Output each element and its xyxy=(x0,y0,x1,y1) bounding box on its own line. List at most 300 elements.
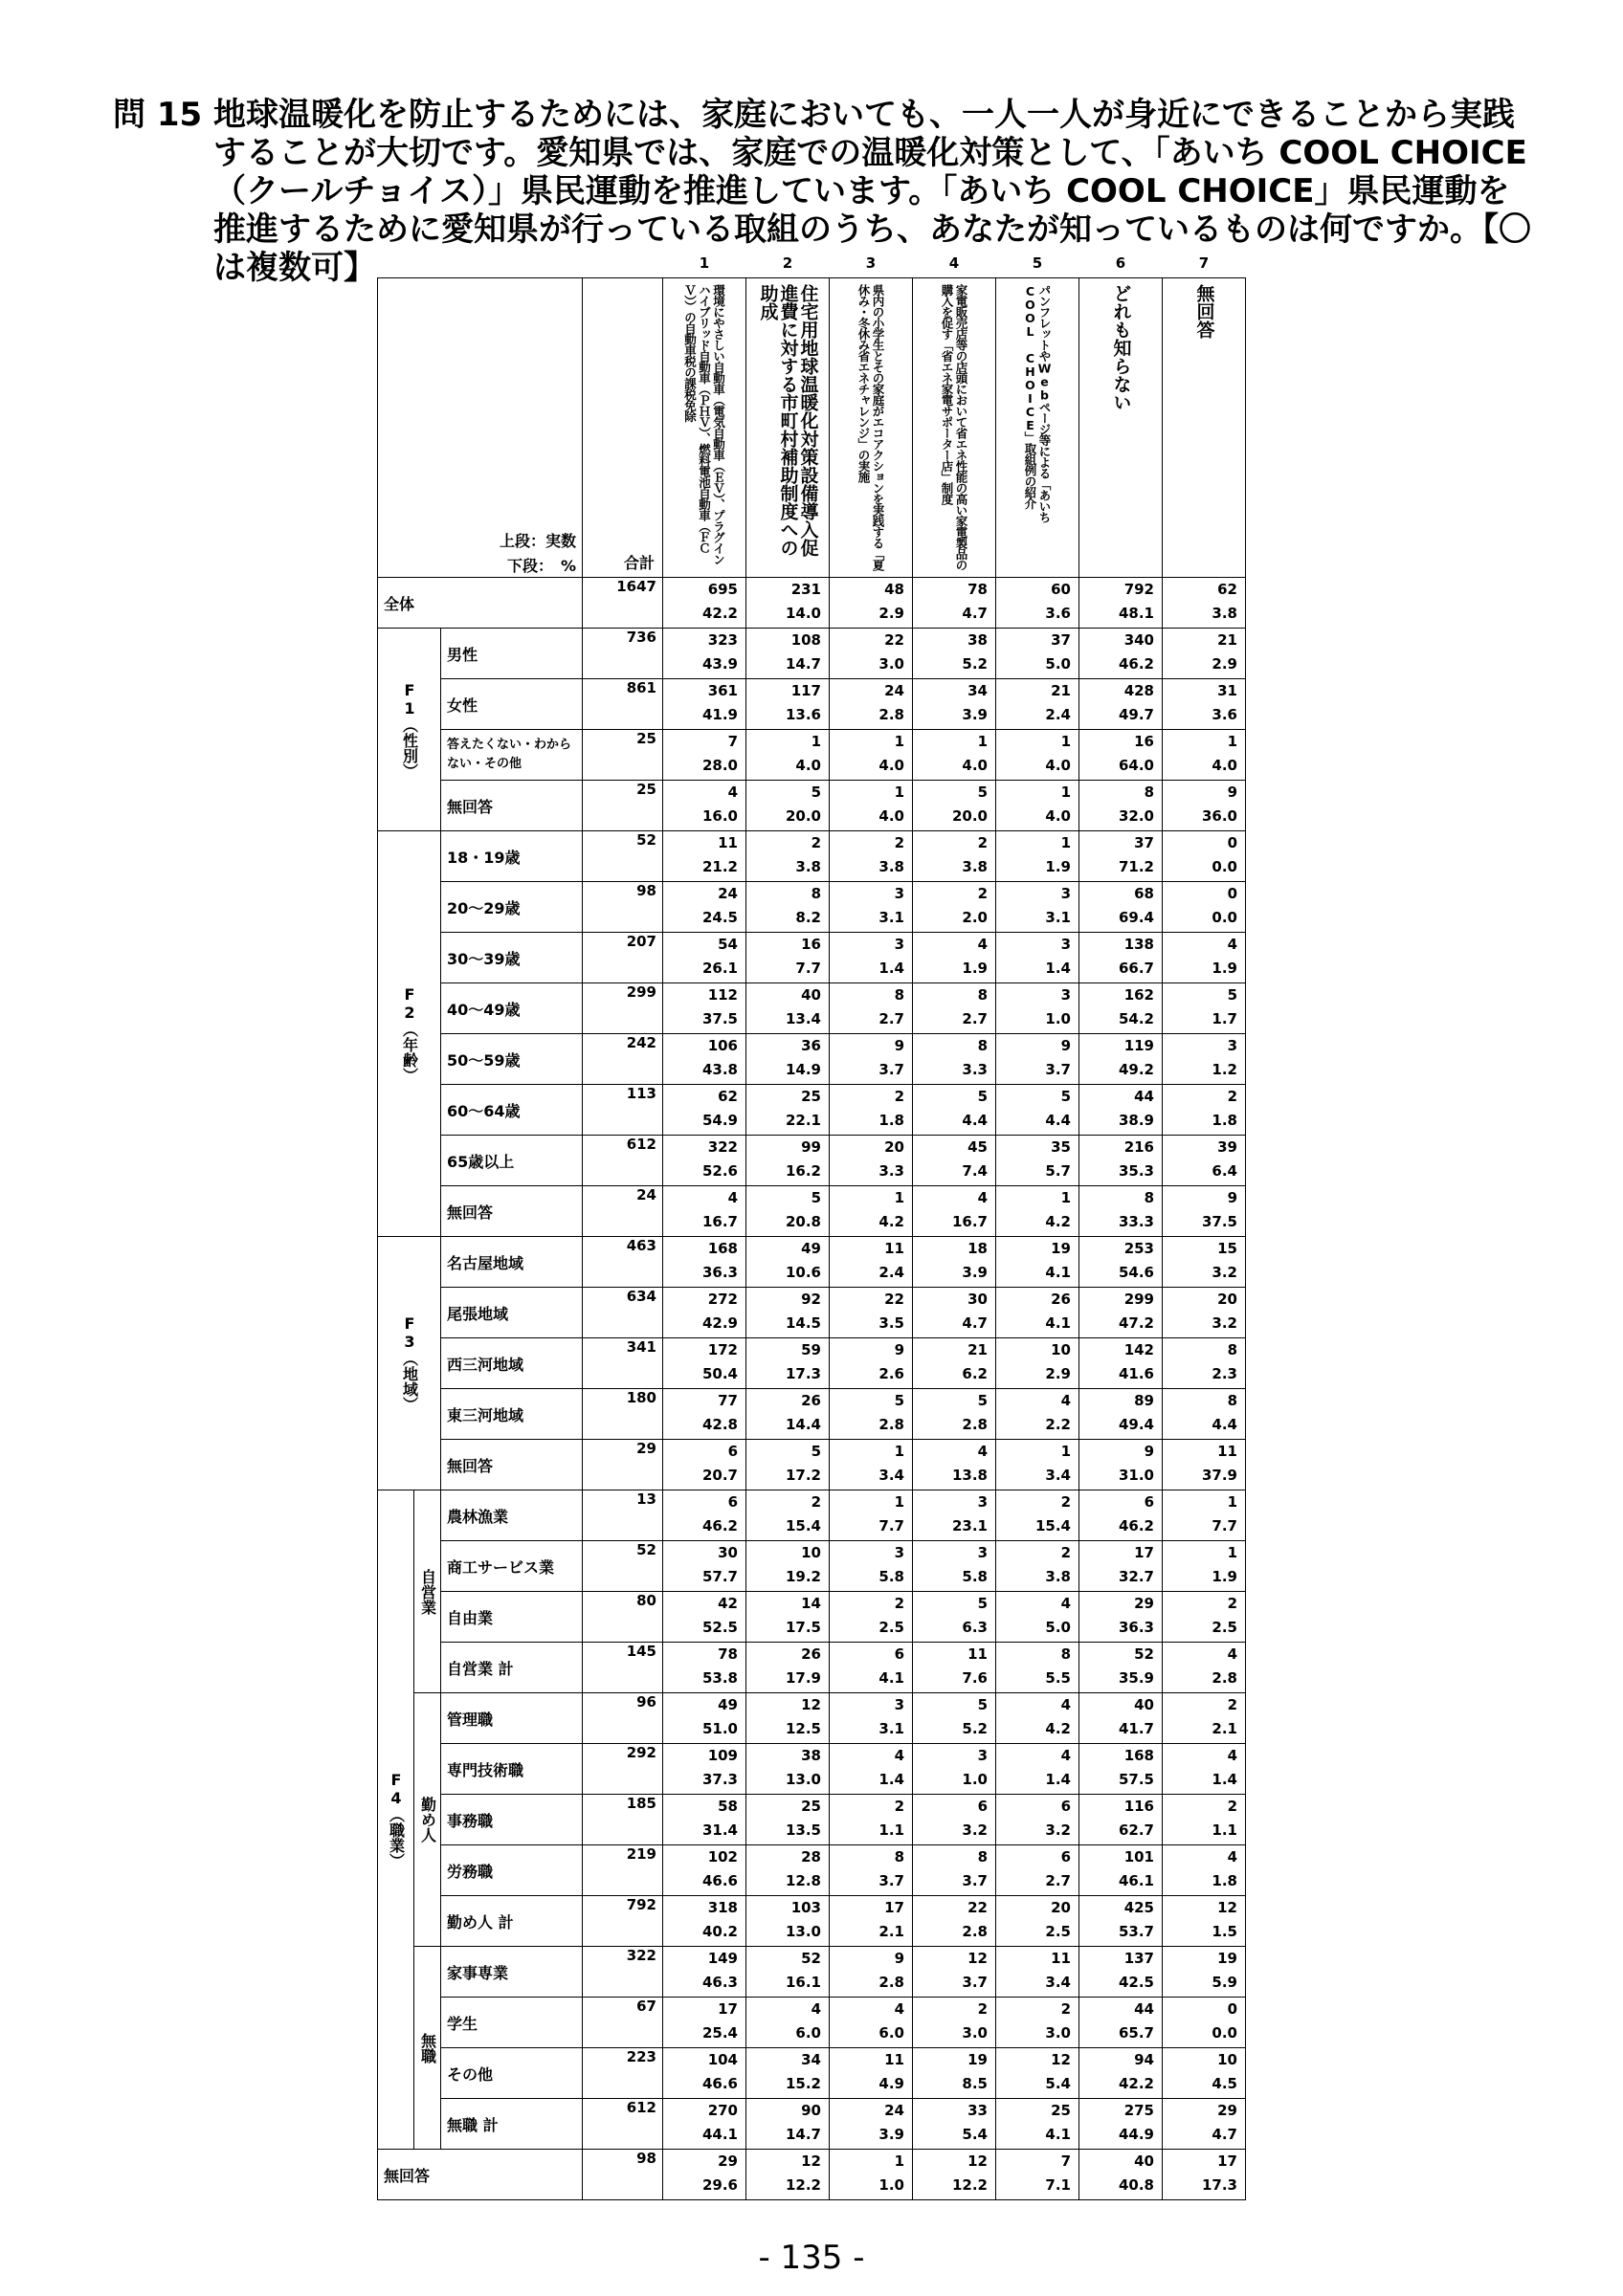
percent-value: 4.7 xyxy=(1212,2126,1237,2143)
percent-value: 44.9 xyxy=(1118,2126,1154,2143)
count-value: 5 xyxy=(977,784,988,801)
percent-value: 16.2 xyxy=(785,1162,821,1180)
count-value: 22 xyxy=(884,1291,904,1308)
value-cell xyxy=(663,1338,746,1389)
value-cell xyxy=(830,578,913,629)
count-value: 2 xyxy=(977,834,988,851)
row-label: 管理職 xyxy=(441,1693,583,1744)
percent-value: 0.0 xyxy=(1212,2024,1237,2042)
percent-value: 1.0 xyxy=(1045,1010,1071,1027)
count-value: 24 xyxy=(718,885,738,902)
corner-cell xyxy=(378,278,583,578)
value-cell xyxy=(663,1693,746,1744)
percent-value: 1.4 xyxy=(878,1771,904,1788)
count-value: 3 xyxy=(894,1544,904,1561)
table-row xyxy=(378,1947,1246,1998)
value-cell xyxy=(746,2048,830,2099)
value-cell xyxy=(1163,1490,1246,1541)
percent-value: 28.0 xyxy=(701,757,738,774)
count-value: 1 xyxy=(894,2152,904,2170)
percent-value: 6.0 xyxy=(878,2024,904,2042)
count-value: 103 xyxy=(790,1899,821,1916)
percent-value: 49.4 xyxy=(1118,1416,1154,1433)
count-value: 149 xyxy=(707,1950,738,1967)
percent-value: 13.6 xyxy=(785,706,821,723)
count-value: 31 xyxy=(1217,682,1237,699)
column-number-2: 2 xyxy=(782,254,793,272)
count-value: 0 xyxy=(1227,834,1237,851)
percent-value: 3.1 xyxy=(878,909,904,926)
count-value: 78 xyxy=(967,581,988,598)
subgroup-label xyxy=(414,1947,441,2150)
count-value: 1 xyxy=(894,1443,904,1460)
count-value: 6 xyxy=(977,1798,988,1815)
percent-value: 3.8 xyxy=(962,858,988,875)
row-label: 65歳以上 xyxy=(441,1136,583,1186)
count-value: 231 xyxy=(790,581,821,598)
value-cell xyxy=(996,1744,1079,1795)
count-value: 3 xyxy=(894,1696,904,1713)
count-value: 6 xyxy=(1144,1493,1154,1511)
count-value: 9 xyxy=(894,1037,904,1054)
count-value: 40 xyxy=(1134,1696,1154,1713)
value-cell xyxy=(913,1998,996,2048)
value-cell xyxy=(746,1643,830,1693)
percent-value: 3.8 xyxy=(795,858,821,875)
table-row xyxy=(378,1034,1246,1085)
percent-value: 41.6 xyxy=(1118,1365,1154,1382)
percent-value: 40.8 xyxy=(1118,2176,1154,2194)
percent-value: 1.4 xyxy=(878,960,904,977)
value-cell xyxy=(663,1389,746,1440)
value-cell xyxy=(996,2099,1079,2150)
percent-value: 16.0 xyxy=(701,807,738,825)
count-value: 137 xyxy=(1123,1950,1154,1967)
percent-value: 7.7 xyxy=(1212,1517,1237,1534)
value-cell xyxy=(1163,1136,1246,1186)
row-label: 50～59歳 xyxy=(441,1034,583,1085)
percent-value: 3.6 xyxy=(1045,605,1071,622)
percent-value: 53.8 xyxy=(701,1669,738,1687)
value-cell xyxy=(1079,679,1163,730)
percent-value: 43.8 xyxy=(701,1061,738,1078)
value-cell xyxy=(830,1338,913,1389)
percent-value: 32.7 xyxy=(1118,1568,1154,1585)
count-value: 68 xyxy=(1134,885,1154,902)
row-total: 24 xyxy=(583,1186,663,1237)
percent-value: 3.6 xyxy=(1212,706,1237,723)
value-cell xyxy=(913,1744,996,1795)
value-cell xyxy=(663,1237,746,1288)
count-value: 5 xyxy=(1227,986,1237,1004)
count-value: 4 xyxy=(727,784,738,801)
count-value: 24 xyxy=(884,682,904,699)
percent-value: 36.3 xyxy=(701,1264,738,1281)
percent-value: 14.0 xyxy=(785,605,821,622)
value-cell xyxy=(913,1136,996,1186)
percent-value: 3.1 xyxy=(1045,909,1071,926)
percent-value: 17.3 xyxy=(785,1365,821,1382)
value-cell xyxy=(1163,1440,1246,1490)
count-value: 792 xyxy=(1123,581,1154,598)
subgroup-label xyxy=(414,1693,441,1947)
percent-value: 2.4 xyxy=(1045,706,1071,723)
count-value: 117 xyxy=(790,682,821,699)
value-cell xyxy=(830,1744,913,1795)
percent-value: 2.5 xyxy=(1045,1923,1071,1940)
percent-value: 4.0 xyxy=(878,807,904,825)
row-label: 60～64歳 xyxy=(441,1085,583,1136)
count-value: 26 xyxy=(801,1392,821,1409)
table-row xyxy=(378,781,1246,831)
percent-value: 48.1 xyxy=(1118,605,1154,622)
value-cell xyxy=(1079,1693,1163,1744)
percent-value: 14.5 xyxy=(785,1314,821,1332)
row-total: 242 xyxy=(583,1034,663,1085)
percent-value: 41.7 xyxy=(1118,1720,1154,1737)
value-cell xyxy=(1079,1744,1163,1795)
percent-value: 1.9 xyxy=(1212,960,1237,977)
value-cell xyxy=(830,2099,913,2150)
value-cell xyxy=(830,1440,913,1490)
percent-value: 49.2 xyxy=(1118,1061,1154,1078)
count-value: 22 xyxy=(884,631,904,649)
percent-value: 31.4 xyxy=(701,1821,738,1839)
count-value: 428 xyxy=(1123,682,1154,699)
percent-value: 2.9 xyxy=(1212,655,1237,673)
percent-value: 10.6 xyxy=(785,1264,821,1281)
percent-value: 3.7 xyxy=(878,1061,904,1078)
value-cell xyxy=(830,1896,913,1947)
count-value: 253 xyxy=(1123,1240,1154,1257)
value-cell xyxy=(1163,1541,1246,1592)
value-cell xyxy=(913,1034,996,1085)
count-value: 45 xyxy=(967,1138,988,1156)
count-value: 9 xyxy=(1227,1189,1237,1206)
count-value: 11 xyxy=(884,2051,904,2068)
count-value: 8 xyxy=(1144,1189,1154,1206)
percent-value: 36.0 xyxy=(1201,807,1237,825)
percent-value: 37.5 xyxy=(701,1010,738,1027)
value-cell xyxy=(746,1744,830,1795)
count-value: 12 xyxy=(967,2152,988,2170)
count-value: 119 xyxy=(1123,1037,1154,1054)
row-total: 299 xyxy=(583,983,663,1034)
table-row xyxy=(378,1288,1246,1338)
value-cell xyxy=(913,1288,996,1338)
percent-value: 2.4 xyxy=(878,1264,904,1281)
column-header-text: 住宅用地球温暖化対策設備導入促進費に対する市町村補助制度への助成 xyxy=(757,284,819,557)
count-value: 22 xyxy=(967,1899,988,1916)
percent-value: 2.6 xyxy=(878,1365,904,1382)
value-cell xyxy=(830,933,913,983)
value-cell xyxy=(913,1490,996,1541)
percent-value: 3.8 xyxy=(1212,605,1237,622)
count-value: 29 xyxy=(718,2152,738,2170)
count-value: 3 xyxy=(1227,1037,1237,1054)
percent-value: 17.3 xyxy=(1201,2176,1237,2194)
count-value: 695 xyxy=(707,581,738,598)
count-value: 1 xyxy=(1060,733,1071,750)
count-value: 318 xyxy=(707,1899,738,1916)
count-value: 37 xyxy=(1134,834,1154,851)
value-cell xyxy=(913,730,996,781)
value-cell xyxy=(663,933,746,983)
value-cell xyxy=(913,629,996,679)
value-cell xyxy=(830,2150,913,2200)
count-value: 275 xyxy=(1123,2102,1154,2119)
value-cell xyxy=(1163,933,1246,983)
percent-value: 14.4 xyxy=(785,1416,821,1433)
column-number-4: 4 xyxy=(948,254,960,272)
percent-value: 46.2 xyxy=(1118,655,1154,673)
percent-value: 4.9 xyxy=(878,2075,904,2092)
value-cell xyxy=(1079,933,1163,983)
value-cell xyxy=(830,1643,913,1693)
percent-value: 13.0 xyxy=(785,1771,821,1788)
count-value: 94 xyxy=(1134,2051,1154,2068)
percent-value: 43.9 xyxy=(701,655,738,673)
percent-value: 3.9 xyxy=(962,706,988,723)
count-value: 138 xyxy=(1123,936,1154,953)
row-label: 全体 xyxy=(378,578,583,629)
value-cell xyxy=(996,1237,1079,1288)
table-row xyxy=(378,2048,1246,2099)
count-value: 104 xyxy=(707,2051,738,2068)
count-value: 39 xyxy=(1217,1138,1237,1156)
count-value: 3 xyxy=(1060,936,1071,953)
percent-value: 8.2 xyxy=(795,909,821,926)
count-value: 2 xyxy=(1060,1544,1071,1561)
count-value: 34 xyxy=(967,682,988,699)
value-cell xyxy=(1079,1186,1163,1237)
column-number-6: 6 xyxy=(1115,254,1126,272)
row-label: 20～29歳 xyxy=(441,882,583,933)
value-cell xyxy=(746,578,830,629)
value-cell xyxy=(996,983,1079,1034)
percent-value: 2.3 xyxy=(1212,1365,1237,1382)
value-cell xyxy=(996,679,1079,730)
value-cell xyxy=(830,730,913,781)
percent-value: 1.9 xyxy=(1045,858,1071,875)
column-header-text: パンフレットやWebページ等による「あいちCOOL CHOICE」取組例の紹介 xyxy=(1023,284,1052,522)
value-cell xyxy=(996,1136,1079,1186)
value-cell xyxy=(1163,781,1246,831)
value-cell xyxy=(746,1288,830,1338)
table-row xyxy=(378,1896,1246,1947)
question-label: 問 15 xyxy=(113,96,203,134)
value-cell xyxy=(996,1795,1079,1845)
count-value: 12 xyxy=(967,1950,988,1967)
percent-value: 3.0 xyxy=(962,2024,988,2042)
table-row xyxy=(378,1795,1246,1845)
value-cell xyxy=(913,578,996,629)
value-cell xyxy=(663,2099,746,2150)
percent-value: 4.0 xyxy=(1045,807,1071,825)
row-total: 634 xyxy=(583,1288,663,1338)
value-cell xyxy=(1163,629,1246,679)
percent-value: 24.5 xyxy=(701,909,738,926)
value-cell xyxy=(746,2099,830,2150)
value-cell xyxy=(1079,781,1163,831)
value-cell xyxy=(830,1592,913,1643)
count-value: 40 xyxy=(801,986,821,1004)
count-value: 4 xyxy=(1060,1392,1071,1409)
count-value: 323 xyxy=(707,631,738,649)
total-header xyxy=(583,278,663,578)
percent-value: 23.1 xyxy=(951,1517,988,1534)
column-number-3: 3 xyxy=(865,254,877,272)
count-value: 34 xyxy=(801,2051,821,2068)
value-cell xyxy=(746,1541,830,1592)
value-cell xyxy=(830,1693,913,1744)
percent-value: 66.7 xyxy=(1118,960,1154,977)
row-total: 1647 xyxy=(583,578,663,629)
table-row xyxy=(378,730,1246,781)
value-cell xyxy=(1163,1947,1246,1998)
count-value: 12 xyxy=(1217,1899,1237,1916)
value-cell xyxy=(1079,1541,1163,1592)
value-cell xyxy=(663,1085,746,1136)
value-cell xyxy=(663,882,746,933)
percent-value: 12.5 xyxy=(785,1720,821,1737)
value-cell xyxy=(663,1896,746,1947)
percent-value: 5.2 xyxy=(962,655,988,673)
count-value: 17 xyxy=(884,1899,904,1916)
value-cell xyxy=(1079,1288,1163,1338)
percent-value: 46.6 xyxy=(701,2075,738,2092)
value-cell xyxy=(746,679,830,730)
count-value: 2 xyxy=(894,1088,904,1105)
percent-value: 1.2 xyxy=(1212,1061,1237,1078)
percent-value: 4.1 xyxy=(1045,1314,1071,1332)
count-value: 5 xyxy=(811,1189,821,1206)
count-value: 8 xyxy=(1060,1645,1071,1663)
count-value: 8 xyxy=(894,1848,904,1866)
value-cell xyxy=(913,1643,996,1693)
percent-value: 52.5 xyxy=(701,1619,738,1636)
value-cell xyxy=(996,1998,1079,2048)
count-value: 52 xyxy=(1134,1645,1154,1663)
count-value: 4 xyxy=(1060,1747,1071,1764)
percent-value: 6.2 xyxy=(962,1365,988,1382)
count-value: 1 xyxy=(1060,1189,1071,1206)
count-value: 44 xyxy=(1134,2000,1154,2018)
percent-value: 3.7 xyxy=(962,1872,988,1889)
value-cell xyxy=(746,1186,830,1237)
count-value: 8 xyxy=(811,885,821,902)
value-cell xyxy=(1079,578,1163,629)
column-header-7 xyxy=(1163,278,1246,578)
row-total: 612 xyxy=(583,2099,663,2150)
group-label xyxy=(378,629,441,831)
percent-value: 4.2 xyxy=(1045,1720,1071,1737)
value-cell xyxy=(746,1795,830,1845)
percent-value: 12.2 xyxy=(785,2176,821,2194)
value-cell xyxy=(663,1440,746,1490)
percent-value: 2.0 xyxy=(962,909,988,926)
value-cell xyxy=(913,1693,996,1744)
value-cell xyxy=(1163,2048,1246,2099)
count-value: 2 xyxy=(811,834,821,851)
count-value: 4 xyxy=(1060,1696,1071,1713)
table-row xyxy=(378,983,1246,1034)
count-value: 4 xyxy=(1227,936,1237,953)
count-value: 21 xyxy=(967,1341,988,1358)
value-cell xyxy=(1163,1338,1246,1389)
percent-value: 4.2 xyxy=(1045,1213,1071,1230)
value-cell xyxy=(663,1288,746,1338)
count-value: 89 xyxy=(1134,1392,1154,1409)
row-label: 名古屋地域 xyxy=(441,1237,583,1288)
column-header-text: 無回答 xyxy=(1193,284,1215,339)
crosstab-table xyxy=(377,277,1246,2200)
value-cell xyxy=(830,1288,913,1338)
value-cell xyxy=(663,1592,746,1643)
percent-value: 5.9 xyxy=(1212,1974,1237,1991)
value-cell xyxy=(996,882,1079,933)
percent-value: 16.7 xyxy=(951,1213,988,1230)
count-value: 58 xyxy=(718,1798,738,1815)
percent-value: 4.7 xyxy=(962,605,988,622)
percent-value: 32.0 xyxy=(1118,807,1154,825)
count-value: 17 xyxy=(1134,1544,1154,1561)
column-header-4 xyxy=(913,278,996,578)
percent-value: 4.7 xyxy=(962,1314,988,1332)
count-value: 36 xyxy=(801,1037,821,1054)
value-cell xyxy=(1163,679,1246,730)
value-cell xyxy=(830,983,913,1034)
value-cell xyxy=(1079,1998,1163,2048)
count-value: 42 xyxy=(718,1595,738,1612)
count-value: 108 xyxy=(790,631,821,649)
count-value: 3 xyxy=(894,885,904,902)
count-value: 106 xyxy=(707,1037,738,1054)
percent-value: 25.4 xyxy=(701,2024,738,2042)
percent-value: 2.2 xyxy=(1045,1416,1071,1433)
value-cell xyxy=(913,831,996,882)
count-value: 25 xyxy=(801,1088,821,1105)
value-cell xyxy=(746,1490,830,1541)
percent-value: 37.5 xyxy=(1201,1213,1237,1230)
table-row xyxy=(378,1693,1246,1744)
subgroup-label-text: 勤め人 xyxy=(418,1797,437,1843)
count-value: 92 xyxy=(801,1291,821,1308)
count-value: 26 xyxy=(801,1645,821,1663)
percent-value: 0.0 xyxy=(1212,909,1237,926)
percent-value: 69.4 xyxy=(1118,909,1154,926)
group-label xyxy=(378,831,441,1237)
percent-value: 1.4 xyxy=(1045,960,1071,977)
count-value: 25 xyxy=(1051,2102,1071,2119)
value-cell xyxy=(1163,882,1246,933)
row-label: 自由業 xyxy=(441,1592,583,1643)
percent-value: 2.7 xyxy=(962,1010,988,1027)
count-value: 19 xyxy=(1217,1950,1237,1967)
percent-value: 37.3 xyxy=(701,1771,738,1788)
percent-value: 3.7 xyxy=(1045,1061,1071,1078)
value-cell xyxy=(913,1237,996,1288)
percent-value: 3.3 xyxy=(878,1162,904,1180)
row-label: 自営業 計 xyxy=(441,1643,583,1693)
value-cell xyxy=(663,2048,746,2099)
count-value: 4 xyxy=(811,2000,821,2018)
percent-value: 3.4 xyxy=(1045,1467,1071,1484)
count-value: 14 xyxy=(801,1595,821,1612)
row-label: 30～39歳 xyxy=(441,933,583,983)
percent-value: 42.9 xyxy=(701,1314,738,1332)
column-header-2 xyxy=(746,278,830,578)
